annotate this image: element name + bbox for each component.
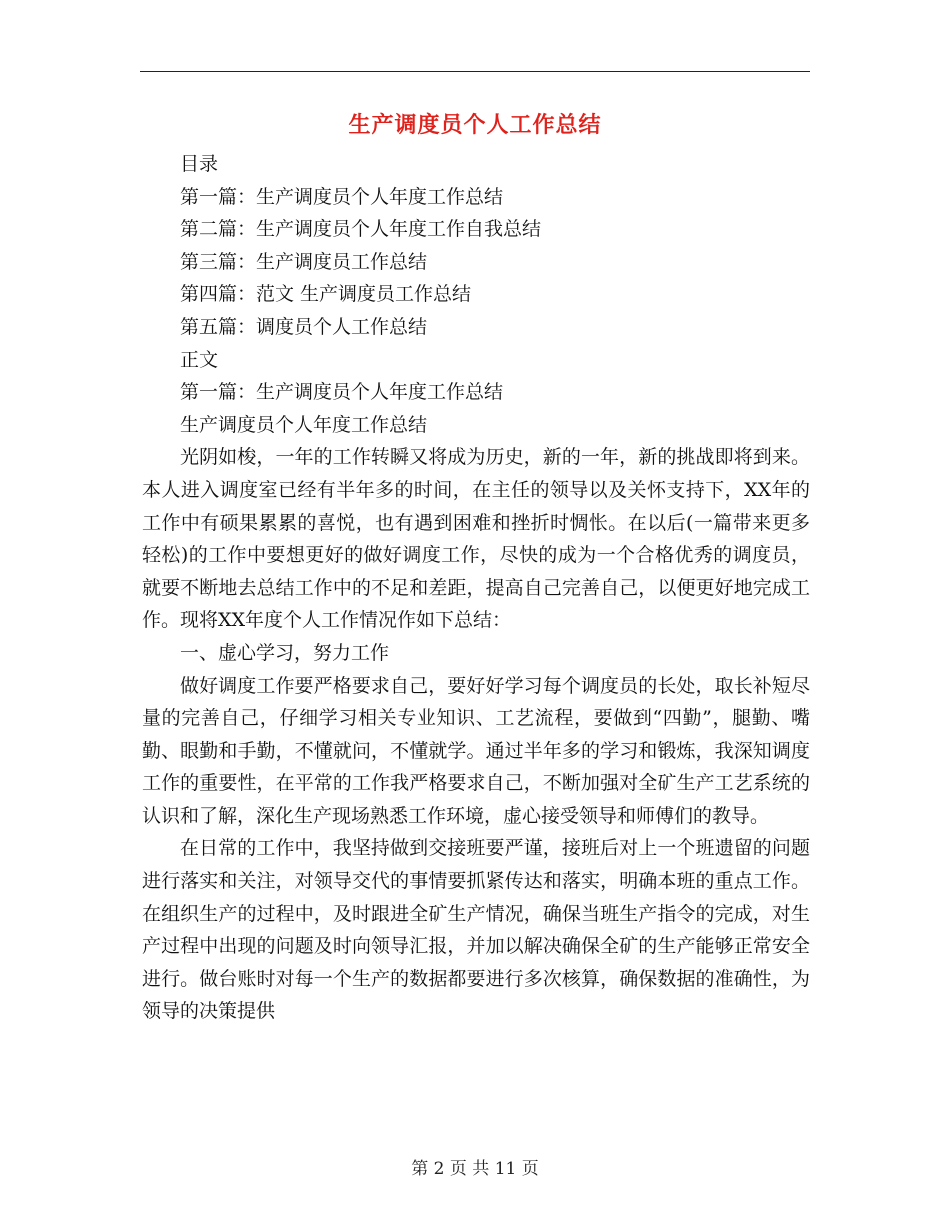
toc-item: 第五篇：调度员个人工作总结 [180,315,428,338]
toc-item: 第三篇：生产调度员工作总结 [180,250,428,273]
document-title: 生产调度员个人工作总结 [348,113,602,138]
toc-heading: 目录 [180,153,219,175]
toc-item: 第四篇：范文 生产调度员工作总结 [180,283,472,306]
paragraph: 做好调度工作要严格要求自己，要好好学习每个调度员的长处，取长补短尽量的完善自己，仔细学习相关专业知识、工艺流程，要做到“四勤”，腿勤、嘴勤、眼勤和手勤，不懂就问，不懂就学。通过半年多的学习和锻炼，我深知调度工作的重要性，在平常的工作我严格要求自己，不断加强对全矿生产工艺系统的认识和了解，深化生产现场熟悉工作环境，虚心接受领导和师傅们的教导。 [142,674,810,827]
subheading: 一、虚心学习，努力工作 [180,641,390,664]
article-title: 生产调度员个人年度工作总结 [180,413,428,436]
header-rule [140,71,810,72]
page-number: 第 2 页 共 11 页 [411,1159,539,1179]
toc-item: 第一篇：生产调度员个人年度工作总结 [180,185,504,208]
document-body [142,148,810,1028]
paragraph: 在日常的工作中，我坚持做到交接班要严谨，接班后对上一个班遗留的问题进行落实和关注，对领导交代的事情要抓紧传达和落实，明确本班的重点工作。在组织生产的过程中，及时跟进全矿生产情况，确保当班生产指令的完成，对生产过程中出现的问题及时向领导汇报，并加以解决确保全矿的生产能够正常安全进行。做台账时对每一个生产的数据都要进行多次核算，确保数据的准确性，为领导的决策提供 [142,837,810,1023]
section-title: 第一篇：生产调度员个人年度工作总结 [180,381,504,404]
toc-item: 第二篇：生产调度员个人年度工作自我总结 [180,218,542,241]
paragraph: 光阴如梭，一年的工作转瞬又将成为历史，新的一年，新的挑战即将到来。本人进入调度室已经有半年多的时间，在主任的领导以及关怀支持下，XX年的工作中有硕果累累的喜悦，也有遇到困难和挫折时惆怅。在以后(一篇带来更多轻松)的工作中要想更好的做好调度工作，尽快的成为一个合格优秀的调度员，就要不断地去总结工作中的不足和差距，提高自己完善自己，以便更好地完成工作。现将XX年度个人工作情况作如下总结： [142,446,810,632]
body-heading: 正文 [180,348,219,371]
